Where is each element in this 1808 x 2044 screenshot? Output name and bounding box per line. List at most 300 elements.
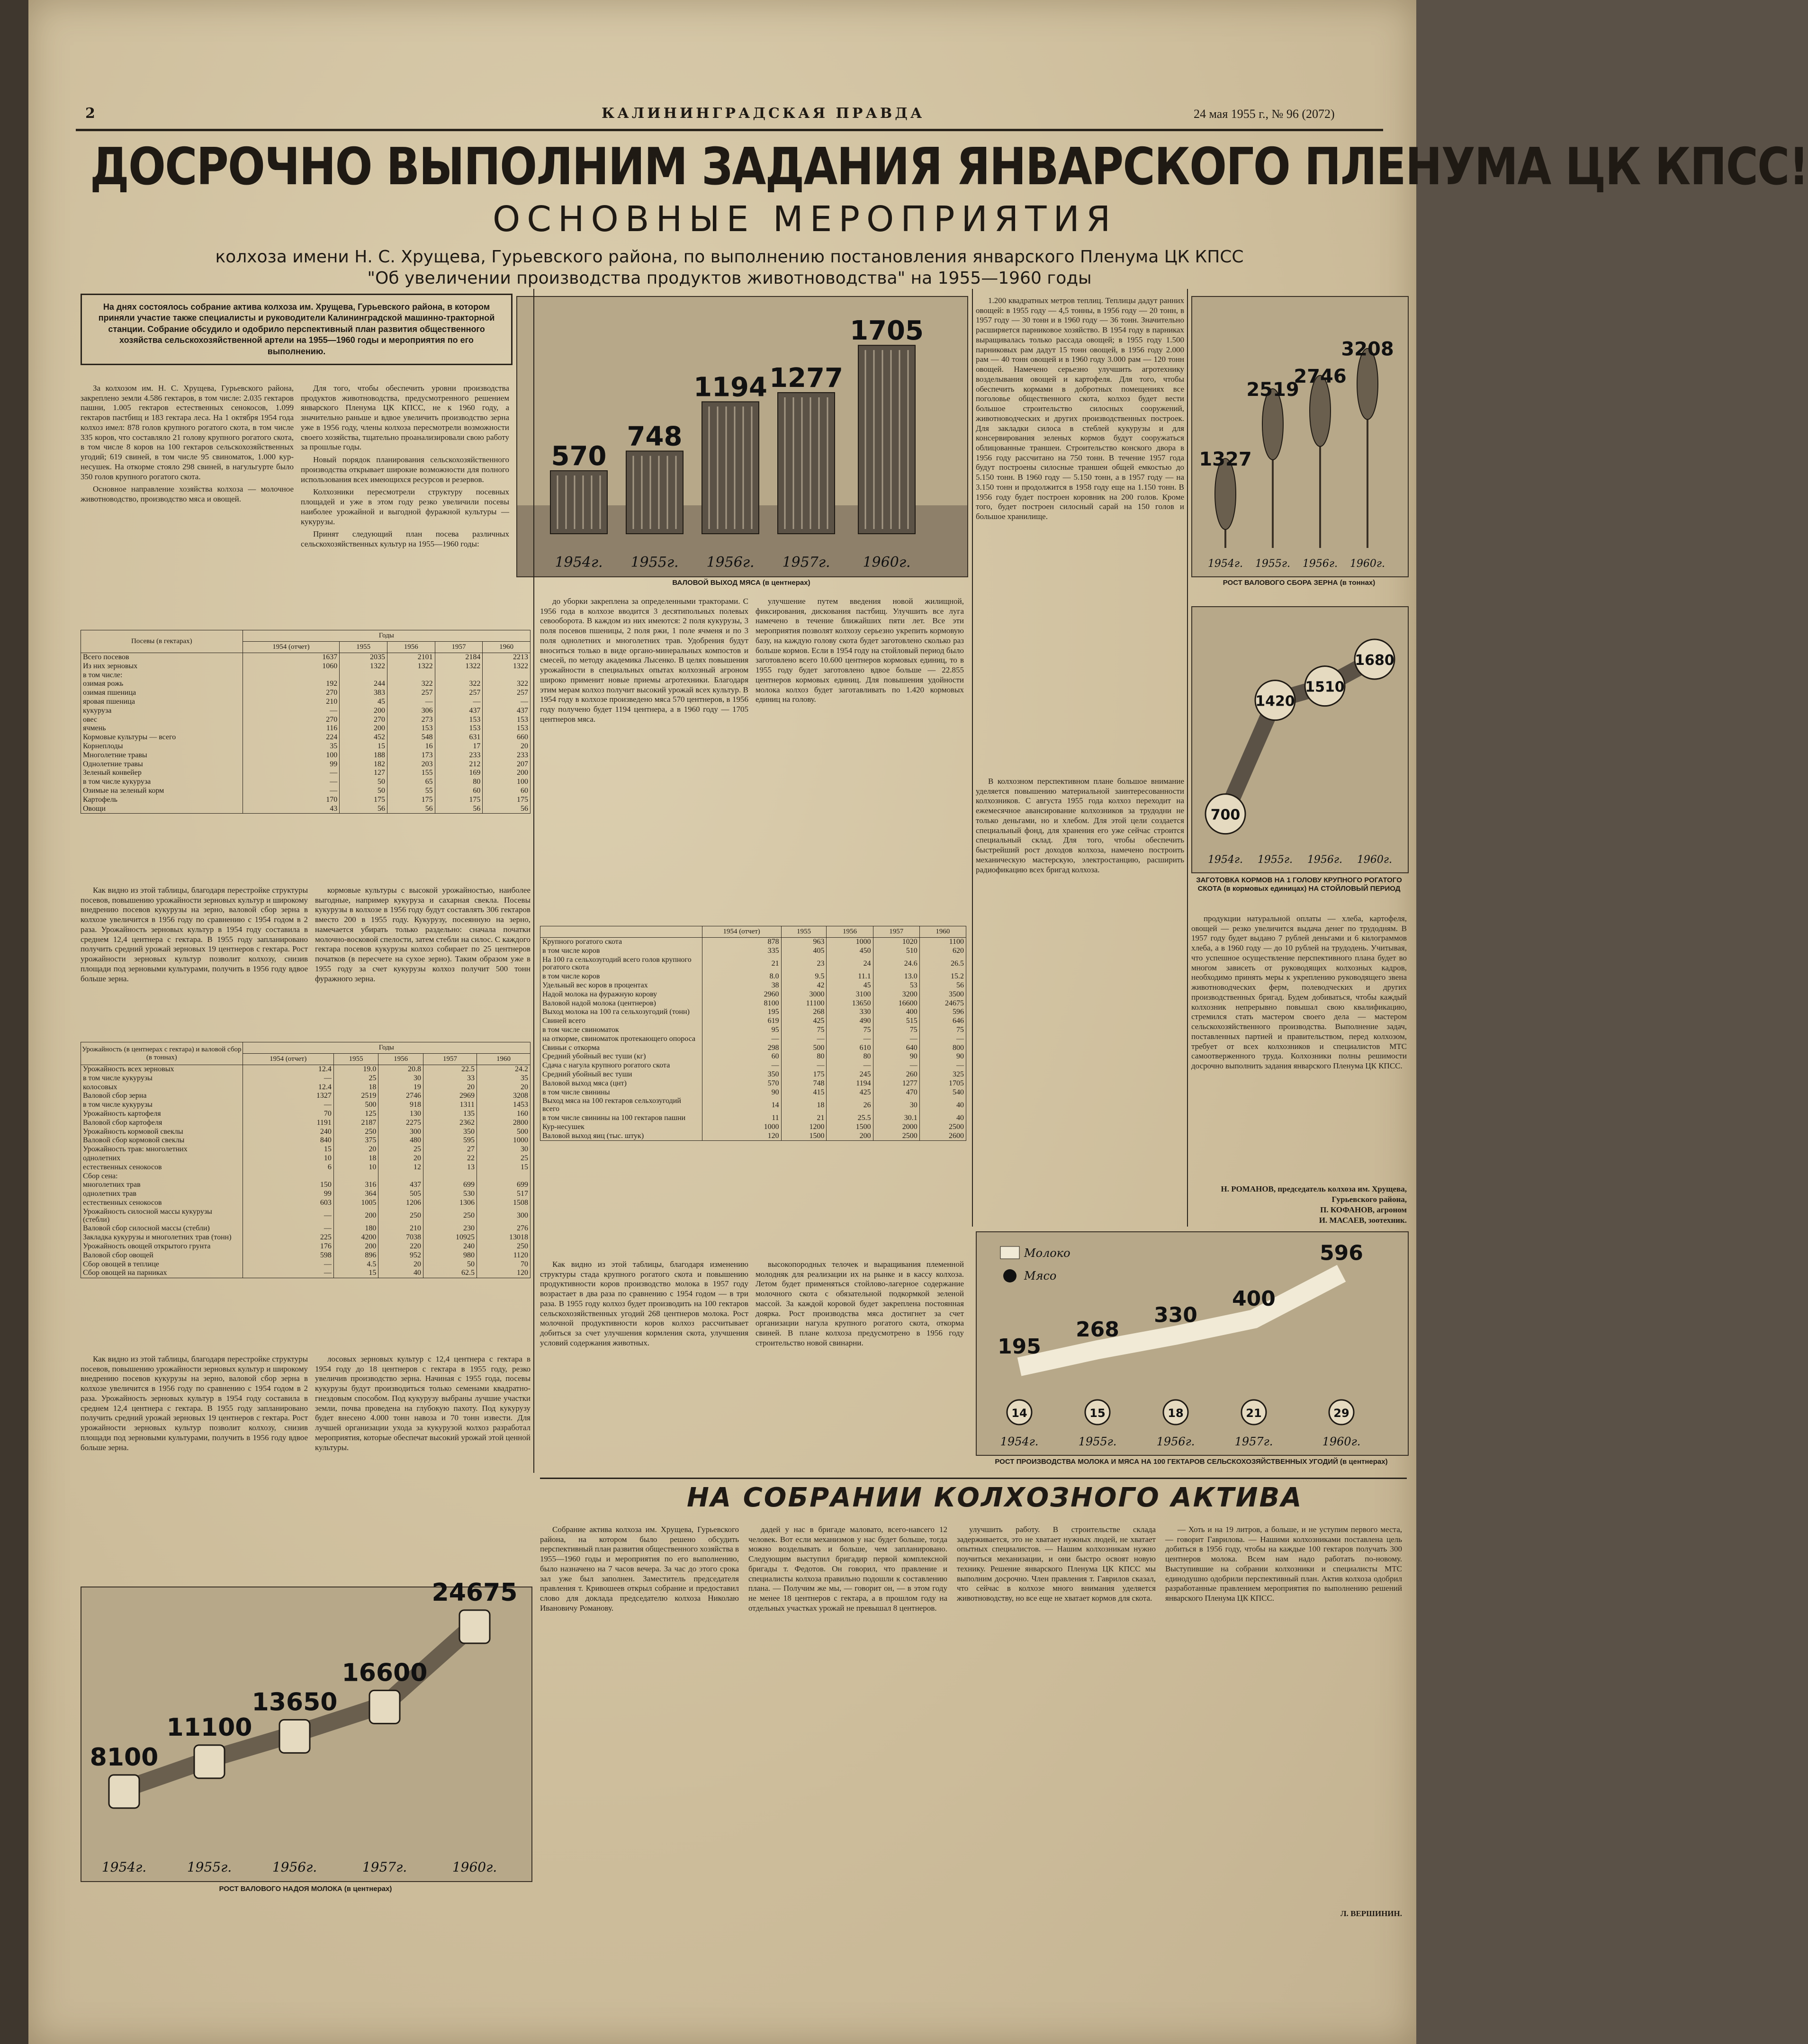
table-cell: 130 — [378, 1110, 423, 1119]
table-cell: 212 — [435, 760, 483, 769]
table-cell: 257 — [483, 689, 531, 698]
table-cell: 45 — [340, 698, 387, 707]
milk-yield-value-label: 11100 — [166, 1713, 252, 1742]
figure-grain — [1191, 296, 1409, 577]
row-label: в том числе коров — [540, 947, 702, 956]
table-row — [81, 769, 531, 778]
row-label: однолетних — [81, 1154, 243, 1163]
table-row — [81, 1110, 531, 1119]
table-cell: 23 — [781, 956, 827, 973]
table-header: Урожайность (в центнерах с гектара) и валовой сбор (в тоннах) — [81, 1042, 243, 1065]
table-cell: 1020 — [873, 938, 919, 947]
table-year-header: 1957 — [873, 926, 919, 938]
table-row — [81, 796, 531, 805]
table-cell: 437 — [483, 707, 531, 716]
table-cell: 1277 — [873, 1079, 919, 1088]
table-cell: 245 — [827, 1070, 873, 1079]
table-cell: 646 — [919, 1017, 966, 1026]
table-cell: 452 — [340, 733, 387, 742]
table-cell: 33 — [423, 1074, 477, 1083]
milk-meat-chart — [977, 1232, 1408, 1455]
figure-milk-yield — [81, 1578, 532, 1882]
table-cell: 233 — [483, 751, 531, 760]
table-cell: 300 — [477, 1208, 530, 1225]
table-cell: 11 — [702, 1114, 781, 1123]
table-row — [81, 1233, 531, 1242]
table-year-header: 1957 — [435, 642, 483, 653]
table-cell: 21 — [781, 1114, 827, 1123]
table-row — [81, 751, 531, 760]
row-label: Сдача с нагула крупного рогатого скота — [540, 1061, 702, 1070]
milk-can-icon — [279, 1720, 310, 1753]
meat-value-label: 1194 — [693, 372, 767, 403]
row-label: Урожайность овощей открытого грунта — [81, 1242, 243, 1251]
table-cell: 1060 — [243, 662, 340, 671]
table-row — [81, 662, 531, 671]
table-row — [81, 1154, 531, 1163]
table-cell: 1322 — [435, 662, 483, 671]
table-cell: 90 — [702, 1088, 781, 1097]
table-cell: 1453 — [477, 1101, 530, 1110]
table-cell: — — [243, 1269, 333, 1278]
column-1-mid-text — [81, 886, 308, 1028]
table-cell: 800 — [919, 1044, 966, 1053]
table-cell: 43 — [243, 805, 340, 814]
table-cell: — — [702, 1061, 781, 1070]
table-cell: 2969 — [423, 1092, 477, 1101]
table-cell: 70 — [477, 1260, 530, 1269]
row-label: в том числе: — [81, 671, 243, 680]
table-cell: 878 — [702, 938, 781, 947]
column-2-text — [301, 384, 509, 620]
milk-yield-value-label: 24675 — [432, 1578, 518, 1607]
table-cell: 500 — [477, 1128, 530, 1137]
table-header: Годы — [243, 1042, 530, 1054]
meat-value-label: 21 — [1246, 1407, 1262, 1420]
table-cell: 14 — [702, 1097, 781, 1114]
column-2-lower-text — [315, 1354, 531, 1577]
row-label: многолетних трав — [81, 1181, 243, 1190]
table-row — [540, 990, 966, 999]
table-cell: 75 — [873, 1026, 919, 1035]
table-cell: 1705 — [919, 1079, 966, 1088]
row-label: ячмень — [81, 724, 243, 733]
meat-value-label: 14 — [1011, 1407, 1027, 1420]
column-4-text — [756, 597, 964, 919]
table-year-header: 1956 — [827, 926, 873, 938]
table-year-header: 1955 — [781, 926, 827, 938]
table-cell: 2519 — [333, 1092, 378, 1101]
table-cell: — — [919, 1035, 966, 1044]
table-cell: — — [243, 787, 340, 796]
row-label: Выход молока на 100 га сельхозугодий (тонн) — [540, 1008, 702, 1017]
table-yield — [81, 1042, 531, 1278]
table-row — [81, 778, 531, 787]
table-cell: 127 — [340, 769, 387, 778]
table-row — [540, 1026, 966, 1035]
table-cell: 335 — [702, 947, 781, 956]
table-cell: 2101 — [387, 653, 435, 662]
paragraph: лосовых зерновых культур с 12,4 центнера с гектара в 1954 году до 18 центнеров с гектара в 1955 году, резко увеличив производство зерна. Начиная с 1955 года, посевы кукурузы будут производиться только семенами квадратно-гнездовым способом. Под кукурузу выбраны лучшие участки земли, почва проведена на глубокую пахоту. Под кукурузу будет внесено 4.000 тонн навоза и 70 тонн извести. Для лучшей организации ухода за кукурузой колхоз разработал мероприятия, которые обеспечат высокий урожай этой ценной культуры. — [315, 1354, 531, 1452]
table-header: Посевы (в гектарах) — [81, 630, 243, 653]
table-row — [540, 1061, 966, 1070]
table-cell: 50 — [423, 1260, 477, 1269]
table-cell: 364 — [333, 1190, 378, 1199]
table-cell: 210 — [243, 698, 340, 707]
table-cell: 99 — [243, 1190, 333, 1199]
table-cell: — — [243, 1074, 333, 1083]
table-cell: 224 — [243, 733, 340, 742]
table-cell: 27 — [423, 1145, 477, 1154]
table-cell: 12.4 — [243, 1083, 333, 1092]
table-cell: 153 — [435, 716, 483, 725]
paragraph: улучшение путем введения новой жилищной, фиксирования, дискования пастбищ. Улучшить все луга намечено в течение ближайших пяти лет. Все эти мероприятия позволят колхозу серьезно укрепить кормовую базу, на каждую голову скота будет заготовлено сколько раз больше кормов. Если в 1954 году на стойловый период было заготовлено всего 10.600 центнеров кормовых единиц, то в 1955 году будет заготовлено вдвое больше — 22.855 центнеров кормовых единиц. Для повышения удойности молока колхоз будет заготавливать по 1.420 кормовых единиц на голову. — [756, 597, 964, 704]
table-cell: 18 — [333, 1154, 378, 1163]
table-cell: 175 — [387, 796, 435, 805]
table-cell: 257 — [435, 689, 483, 698]
meat-bar — [550, 471, 607, 534]
table-cell: 20 — [483, 742, 531, 751]
table-cell: 1000 — [702, 1123, 781, 1132]
table-cell: 1191 — [243, 1119, 333, 1128]
legend-milk-label: Молоко — [1024, 1246, 1070, 1260]
bottom-column-1 — [540, 1525, 739, 1951]
table-row — [81, 653, 531, 662]
table-row — [81, 1181, 531, 1190]
row-label: Выход мяса на 100 гектаров сельхозугодий всего — [540, 1097, 702, 1114]
row-label: Валовой надой молока (центнеров) — [540, 999, 702, 1008]
fodder-value-label: 700 — [1210, 807, 1241, 824]
meat-value-label: 18 — [1168, 1407, 1184, 1420]
meat-bar — [626, 451, 683, 534]
figure-milk-meat — [976, 1231, 1409, 1456]
table-row — [81, 1163, 531, 1172]
table-cell: 470 — [873, 1088, 919, 1097]
fodder-year-label: 1960г. — [1357, 854, 1393, 866]
table-cell: 375 — [333, 1136, 378, 1145]
row-label: на откорме, свиноматок протекающего опороса — [540, 1035, 702, 1044]
table-cell: 952 — [378, 1251, 423, 1260]
table-row — [81, 1242, 531, 1251]
table-row — [540, 947, 966, 956]
table-cell: 322 — [483, 680, 531, 689]
signature-line: Н. РОМАНОВ, председатель колхоза им. Хрущева, Гурьевского района, — [1221, 1184, 1407, 1204]
table-cell: 1000 — [477, 1136, 530, 1145]
table-row — [81, 1074, 531, 1083]
table-cell: 1500 — [827, 1123, 873, 1132]
table-year-header: 1960 — [483, 642, 531, 653]
signature-line: П. КОФАНОВ, агроном — [1320, 1205, 1407, 1215]
milk-value-label: 195 — [998, 1335, 1041, 1359]
table-cell: 42 — [781, 981, 827, 990]
table-cell: 25 — [477, 1154, 530, 1163]
table-row — [540, 999, 966, 1008]
table-cell: 405 — [781, 947, 827, 956]
meat-chart — [517, 297, 967, 576]
table-cell: 480 — [378, 1136, 423, 1145]
row-label: озимая рожь — [81, 680, 243, 689]
table-cell: 10 — [333, 1163, 378, 1172]
table-cell: 50 — [340, 778, 387, 787]
table-cell: 596 — [919, 1008, 966, 1017]
table-cell: 207 — [483, 760, 531, 769]
table-cell: 13 — [423, 1163, 477, 1172]
table-cell: 175 — [483, 796, 531, 805]
table-row — [81, 742, 531, 751]
table-cell: 3500 — [919, 990, 966, 999]
table-cell: 210 — [378, 1224, 423, 1233]
table-cell: 30 — [477, 1145, 530, 1154]
row-label: Однолетние травы — [81, 760, 243, 769]
row-label: Урожайность силосной массы кукурузы (стебли) — [81, 1208, 243, 1225]
table-cell: 60 — [702, 1052, 781, 1061]
fodder-year-label: 1955г. — [1257, 854, 1293, 866]
table-cell: 50 — [340, 787, 387, 796]
table-cell: — — [919, 1061, 966, 1070]
column-4-lower-text — [756, 1260, 964, 1463]
table-cell: 26.5 — [919, 956, 966, 973]
table-cell: 1100 — [919, 938, 966, 947]
table-cell — [243, 1172, 333, 1181]
table-cell: 80 — [435, 778, 483, 787]
table-cell: 548 — [387, 733, 435, 742]
table-cell: 75 — [781, 1026, 827, 1035]
table-cell: 540 — [919, 1088, 966, 1097]
newspaper-page — [28, 0, 1808, 2044]
milk-meat-year-label: 1960г. — [1322, 1435, 1361, 1448]
table-cell: 2800 — [477, 1119, 530, 1128]
table-cell: 225 — [243, 1233, 333, 1242]
column-5-lower-text — [976, 777, 1184, 1146]
table-cell: 1005 — [333, 1199, 378, 1208]
milk-yield-caption: РОСТ ВАЛОВОГО НАДОЯ МОЛОКА (в центнерах) — [219, 1885, 392, 1893]
bottom-signature: Л. ВЕРШИНИН. — [1340, 1909, 1402, 1918]
fodder-year-label: 1956г. — [1307, 854, 1343, 866]
table-cell: 270 — [243, 716, 340, 725]
table-cell: 30 — [873, 1097, 919, 1114]
milk-can-icon — [369, 1690, 400, 1723]
figure-meat-output — [516, 296, 968, 577]
table-cell: 176 — [243, 1242, 333, 1251]
table-cell: 1306 — [423, 1199, 477, 1208]
table-cell: 200 — [827, 1132, 873, 1141]
row-label: Урожайность трав: многолетних — [81, 1145, 243, 1154]
table-cell: 182 — [340, 760, 387, 769]
table-cell: 40 — [378, 1269, 423, 1278]
table-row — [540, 1035, 966, 1044]
table-cell: — — [243, 1260, 333, 1269]
table-cell: 270 — [340, 716, 387, 725]
milk-yield-year-label: 1954г. — [101, 1859, 147, 1875]
table-cell: — — [243, 769, 340, 778]
table-cell: 17 — [435, 742, 483, 751]
table-cell: 13.0 — [873, 972, 919, 981]
table-cell: 1637 — [243, 653, 340, 662]
table-cell: 8100 — [702, 999, 781, 1008]
table-cell: 20.8 — [378, 1065, 423, 1074]
meat-bar — [778, 393, 835, 534]
table-cell: 10925 — [423, 1233, 477, 1242]
row-label: Урожайность кормовой свеклы — [81, 1128, 243, 1137]
table-row — [81, 1251, 531, 1260]
table-cell: 175 — [340, 796, 387, 805]
row-label: Надой молока на фуражную корову — [540, 990, 702, 999]
table-cell: 170 — [243, 796, 340, 805]
table-cell: 22.5 — [423, 1065, 477, 1074]
table-cell: 100 — [243, 751, 340, 760]
table-cell: 517 — [477, 1190, 530, 1199]
table-cell: 500 — [333, 1101, 378, 1110]
milk-can-icon — [109, 1775, 139, 1808]
meat-value-label: 15 — [1089, 1407, 1106, 1420]
table-cell: 65 — [387, 778, 435, 787]
table-cell: 153 — [483, 724, 531, 733]
milk-yield-year-label: 1956г. — [272, 1859, 317, 1875]
table-row — [81, 1260, 531, 1269]
lead-box: На днях состоялось собрание актива колхоза им. Хрущева, Гурьевского района, в котором приняли участие также специалисты и руководители Калининградской машинно-тракторной станции. Собрание обсудило и одобрило перспективный план развития общественного хозяйства сельскохозяйственной артели на 1955—1960 годы и мероприятия по его выполнению. — [81, 294, 513, 365]
table-cell: 200 — [340, 724, 387, 733]
meat-year-label: 1956г. — [706, 554, 755, 571]
table-cell: 60 — [483, 787, 531, 796]
table-cell: 3100 — [827, 990, 873, 999]
grain-value-label: 3208 — [1341, 338, 1394, 360]
table-cell: — — [827, 1035, 873, 1044]
table-cell: 300 — [378, 1128, 423, 1137]
table-row — [540, 1123, 966, 1132]
milk-meat-year-label: 1955г. — [1078, 1435, 1117, 1448]
table-cell: — — [873, 1035, 919, 1044]
row-label: яровая пшеница — [81, 698, 243, 707]
table-cell: 15 — [333, 1269, 378, 1278]
table-cell: 155 — [387, 769, 435, 778]
table-cell: 268 — [781, 1008, 827, 1017]
table-cell: — — [435, 698, 483, 707]
masthead-date: 24 мая 1955 г., № 96 (2072) — [1194, 107, 1335, 121]
table-year-header: 1954 (отчет) — [243, 1054, 333, 1065]
table-cell: 598 — [243, 1251, 333, 1260]
table-cell: 233 — [435, 751, 483, 760]
row-label: в том числе свиноматок — [540, 1026, 702, 1035]
table-cell: 1206 — [378, 1199, 423, 1208]
table-cell: 120 — [702, 1132, 781, 1141]
row-label: Сбор сена: — [81, 1172, 243, 1181]
meat-bar — [702, 402, 759, 534]
table-row — [81, 733, 531, 742]
row-label: Средний убойный вес туши (кг) — [540, 1052, 702, 1061]
milk-yield-year-label: 1957г. — [362, 1859, 407, 1875]
table-cell: — — [483, 698, 531, 707]
section-title: НА СОБРАНИИ КОЛХОЗНОГО АКТИВА — [687, 1482, 1303, 1513]
table-cell: 24.2 — [477, 1065, 530, 1074]
table-cell: 200 — [483, 769, 531, 778]
table-cell: 153 — [435, 724, 483, 733]
table-cell: 56 — [435, 805, 483, 814]
meat-year-label: 1955г. — [630, 554, 679, 571]
row-label: Корнеплоды — [81, 742, 243, 751]
table-cell: — — [781, 1061, 827, 1070]
table-cell: 120 — [477, 1269, 530, 1278]
table-year-header: 1955 — [340, 642, 387, 653]
table-cell: 322 — [435, 680, 483, 689]
paragraph: продукции натуральной оплаты — хлеба, картофеля, овощей — резко увеличится выдача денег по трудодням. В 1957 году будет выдано 7 рублей деньгами и 6 килограммов хлеба, а в 1960 году — до 10 рублей на трудодень. Учитывая, что успешное осуществление перспективного плана будет во многом зависеть от руководящих колхозных кадров, необходимо принять меры к укреплению руководящего звена животноводческих ферм, полеводческих и других производственных бригад. Будем добиваться, чтобы каждый колхозник непрерывно повышал свою квалификацию, стремился стать мастером своего дела — мастером сельскохозяйственного производства. Выполнение задач, поставленных партией и правительством, перед колхозом, требует от всех колхозников и специалистов МТС самоотверженного труда. Колхозники полны решимости досрочно выполнить задания январского Пленума ЦК КПСС. — [1191, 914, 1407, 1071]
meat-year-label: 1954г. — [555, 554, 603, 571]
table-cell: 20 — [333, 1145, 378, 1154]
table-row — [540, 938, 966, 947]
table-row — [81, 1092, 531, 1101]
col1-paragraph: Для того, чтобы обеспечить уровни производства продуктов животноводства, предусмотренного решением январского Пленума ЦК КПСС, не к 1960 году, а значительно раньше и вдвое увеличить производство зерна уже в 1956 году, члены колхоза пересмотрели возможности своего хозяйства, тщательно проанализировали свою работу за прошлые годы. — [301, 384, 509, 452]
row-label: однолетних трав — [81, 1190, 243, 1199]
table-cell: 918 — [378, 1101, 423, 1110]
row-label: Озимые на зеленый корм — [81, 787, 243, 796]
table-cell: 24675 — [919, 999, 966, 1008]
table-cell: 220 — [378, 1242, 423, 1251]
row-label: Закладка кукурузы и многолетних трав (тонн) — [81, 1233, 243, 1242]
row-label: кукуруза — [81, 707, 243, 716]
table-cell: 188 — [340, 751, 387, 760]
table-cell: 415 — [781, 1088, 827, 1097]
table-cell — [333, 1172, 378, 1181]
table-cell: — — [702, 1035, 781, 1044]
table-cell: 25 — [378, 1145, 423, 1154]
table-row — [540, 1008, 966, 1017]
table-cell: 2362 — [423, 1119, 477, 1128]
table-cell: 2500 — [873, 1132, 919, 1141]
table-cell: 699 — [423, 1181, 477, 1190]
table-cell: 3000 — [781, 990, 827, 999]
table-cell: 22 — [423, 1154, 477, 1163]
table-header: Годы — [243, 630, 530, 642]
table-row — [540, 1017, 966, 1026]
table-cell: 192 — [243, 680, 340, 689]
table-cell: 30 — [378, 1074, 423, 1083]
table-cell: 1311 — [423, 1101, 477, 1110]
table-cell: 56 — [387, 805, 435, 814]
row-label: Средний убойный вес туши — [540, 1070, 702, 1079]
table-cell: 9.5 — [781, 972, 827, 981]
milk-value-label: 400 — [1232, 1287, 1276, 1311]
table-cell: 8.0 — [702, 972, 781, 981]
masthead-rule — [76, 129, 1383, 131]
table-year-header: 1957 — [423, 1054, 477, 1065]
table-row — [81, 671, 531, 680]
milk-meat-year-label: 1957г. — [1234, 1435, 1273, 1448]
column-divider — [533, 289, 534, 1473]
table-cell: 169 — [435, 769, 483, 778]
paragraph: Собрание актива колхоза им. Хрущева, Гурьевского района, на котором было решено обсудить перспективный план развития общественного хозяйства в 1955—1960 годы и мероприятия по его выполнению, было назначено на 7 часов вечера. За час до этого срока зал уже был заполнен. Заместитель председателя правления т. Кривошеев открыл собрание и предоставил слово для доклада председателю колхоза Николаю Ивановичу Романову. — [540, 1525, 739, 1613]
row-label: в том числе коров — [540, 972, 702, 981]
masthead-title: КАЛИНИНГРАДСКАЯ ПРАВДА — [602, 105, 925, 122]
table-row — [81, 1145, 531, 1154]
table-cell: 95 — [702, 1026, 781, 1035]
table-cell: 2187 — [333, 1119, 378, 1128]
table-cell: 20 — [378, 1260, 423, 1269]
row-label: На 100 га сельхозугодий всего голов крупного рогатого скота — [540, 956, 702, 973]
table-cell: 3200 — [873, 990, 919, 999]
milk-yield-chart — [81, 1578, 531, 1881]
row-label: Свиней всего — [540, 1017, 702, 1026]
meat-value-label: 29 — [1333, 1407, 1349, 1420]
row-label: в том числе свинины — [540, 1088, 702, 1097]
table-cell: 99 — [243, 760, 340, 769]
table-cell: 26 — [827, 1097, 873, 1114]
table-cell: 70 — [243, 1110, 333, 1119]
table-cell: 2035 — [340, 653, 387, 662]
table-cell: 90 — [919, 1052, 966, 1061]
meat-value-label: 748 — [627, 421, 683, 452]
table-cell: 963 — [781, 938, 827, 947]
table-cell — [378, 1172, 423, 1181]
table-cell — [387, 671, 435, 680]
